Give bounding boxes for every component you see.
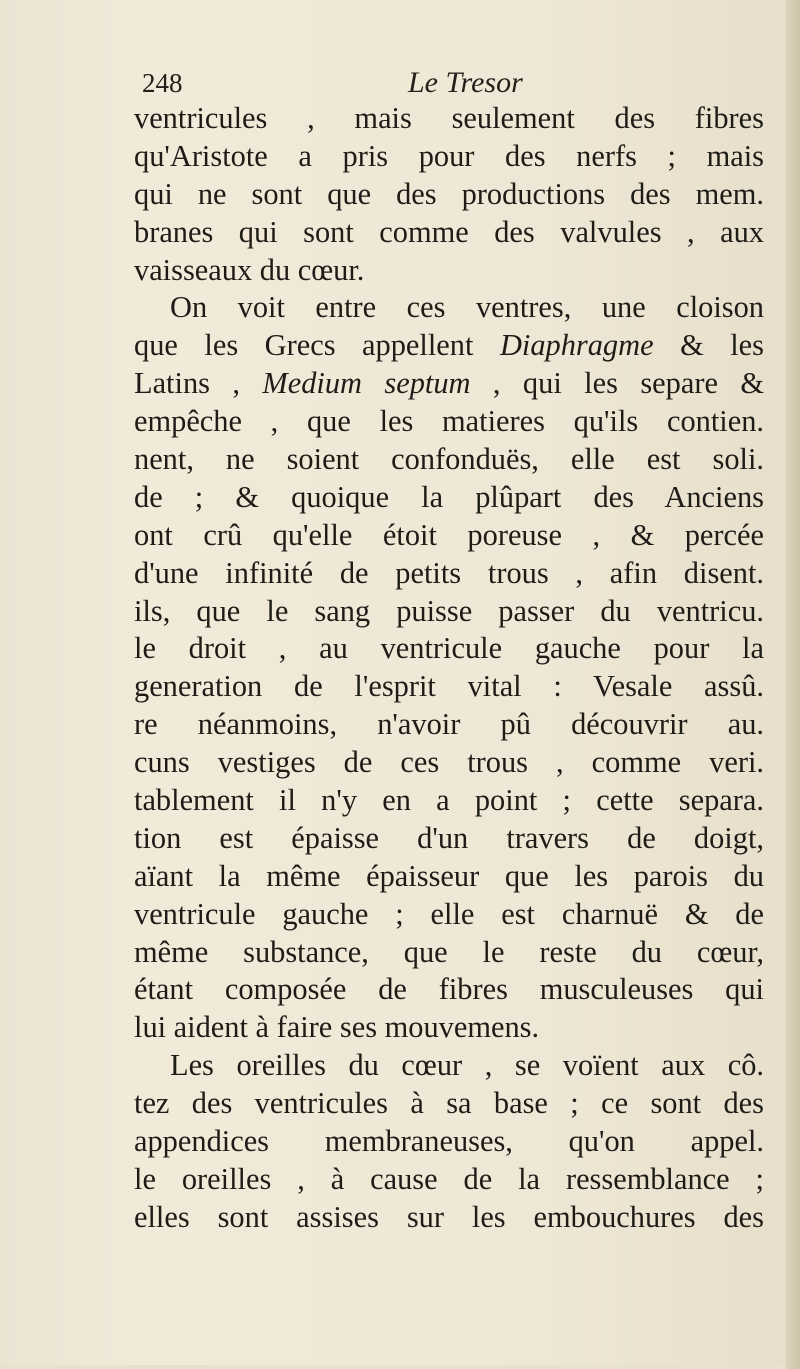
text-line: qui ne sont que des productions des mem. bbox=[134, 176, 764, 211]
text-line: lui aident à faire ses mouvemens. bbox=[134, 1010, 540, 1045]
text-line: ils, que le sang puisse passer du ventricu. bbox=[134, 593, 764, 628]
text-line: ont crû qu'elle étoit poreuse , & percée bbox=[134, 517, 764, 552]
text-line: generation de l'esprit vital : Vesale assû. bbox=[134, 669, 764, 704]
text-line: le droit , au ventricule gauche pour la bbox=[134, 631, 764, 666]
text-line bbox=[134, 365, 764, 403]
text-line: le oreilles , à cause de la ressemblance ; bbox=[134, 1161, 764, 1196]
text-line: tion est épaisse d'un travers de doigt, bbox=[134, 820, 764, 855]
text-line: re néanmoins, n'avoir pû découvrir au. bbox=[134, 707, 764, 742]
text-fragment: , qui les separe & bbox=[470, 366, 764, 401]
text-line: cuns vestiges de ces trous , comme veri. bbox=[134, 745, 764, 780]
text-line: ventricules , mais seulement des fibres bbox=[134, 101, 764, 135]
text-line: empêche , que les matieres qu'ils contien. bbox=[134, 404, 764, 439]
text-line: étant composée de fibres musculeuses qui bbox=[134, 972, 764, 1007]
page-number: 248 bbox=[142, 68, 183, 98]
text-line: qu'Aristote a pris pour des nerfs ; mais bbox=[134, 138, 764, 173]
text-fragment: & les bbox=[653, 328, 764, 363]
paragraph-start-line: On voit entre ces ventres, une cloison bbox=[170, 290, 764, 325]
text-line: vaisseaux du cœur. bbox=[134, 252, 365, 287]
running-title: Le Tresor bbox=[408, 66, 523, 99]
text-line bbox=[134, 327, 764, 365]
paragraph-start-line: Les oreilles du cœur , se voïent aux cô. bbox=[170, 1048, 764, 1083]
text-line: de ; & quoique la plûpart des Anciens bbox=[134, 479, 764, 514]
page-edge-shadow bbox=[786, 0, 800, 1369]
body-text bbox=[134, 100, 764, 1237]
italic-term: Diaphragme bbox=[499, 328, 654, 363]
text-line: elles sont assises sur les embouchures des bbox=[134, 1199, 764, 1234]
text-line: branes qui sont comme des valvules , aux bbox=[134, 214, 764, 249]
text-line: tez des ventricules à sa base ; ce sont des bbox=[134, 1086, 764, 1121]
text-line: appendices membraneuses, qu'on appel. bbox=[134, 1124, 764, 1159]
text-fragment: Latins , bbox=[134, 366, 263, 401]
text-line: nent, ne soient confonduës, elle est soli. bbox=[134, 442, 764, 477]
italic-term: Medium septum bbox=[262, 366, 471, 401]
text-line: ventricule gauche ; elle est charnuë & de bbox=[134, 896, 764, 931]
text-line: même substance, que le reste du cœur, bbox=[134, 934, 764, 969]
text-line: tablement il n'y en a point ; cette separa. bbox=[134, 783, 764, 818]
text-fragment: que les Grecs appellent bbox=[134, 328, 500, 363]
text-line: aïant la même épaisseur que les parois du bbox=[134, 858, 764, 893]
text-line: d'une infinité de petits trous , afin disent. bbox=[134, 555, 764, 590]
